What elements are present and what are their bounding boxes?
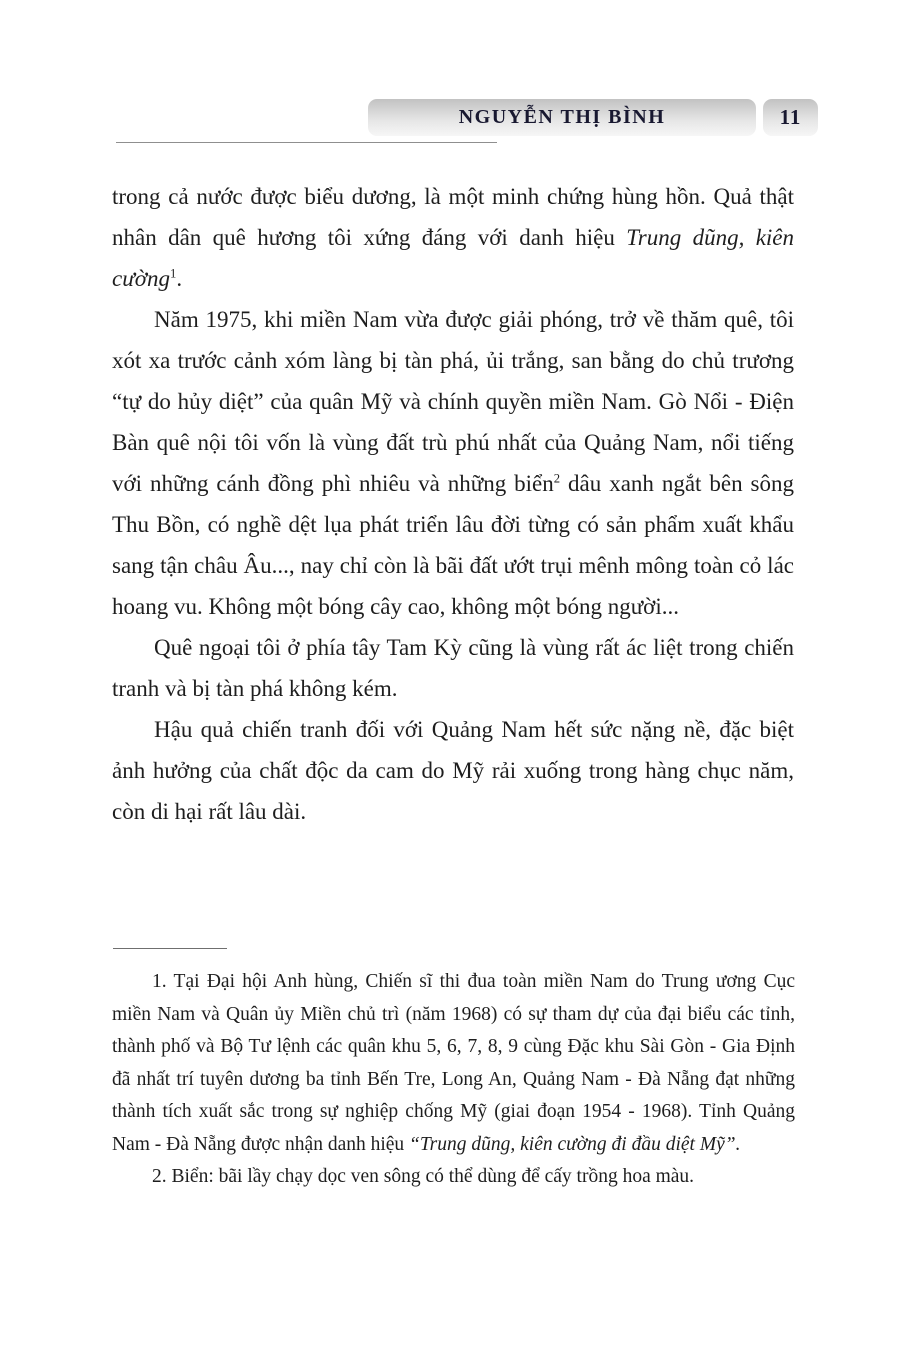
page-header <box>368 99 818 136</box>
body-run: trong cả nước được biểu dương, là một minh chứng hùng hồn. Quả thật nhân dân quê hương tôi xứng đáng với danh hiệu <box>112 184 794 250</box>
footnote <box>112 1161 795 1194</box>
body-run: Quê ngoại tôi ở phía tây Tam Kỳ cũng là vùng rất ác liệt trong chiến tranh và bị tàn phá không kém. <box>112 635 794 701</box>
paragraph <box>112 627 794 709</box>
footnote <box>112 966 795 1161</box>
body-run: Năm 1975, khi miền Nam vừa được giải phóng, trở về thăm quê, tôi xót xa trước cảnh xóm làng bị tàn phá, ủi trắng, san bằng do chủ trương “tự do hủy diệt” của quân Mỹ và chính quyền miền Nam. Gò Nổi - Điện Bàn quê nội tôi vốn là vùng đất trù phú nhất của Quảng Nam, nổi tiếng với những cánh đồng phì nhiêu và những biển <box>112 307 794 496</box>
footnote-marker: 1 <box>170 266 177 281</box>
body-run: Hậu quả chiến tranh đối với Quảng Nam hết sức nặng nề, đặc biệt ảnh hưởng của chất độc da cam do Mỹ rải xuống trong hàng chục năm, còn di hại rất lâu dài. <box>112 717 794 824</box>
body-text <box>112 176 794 832</box>
body-run: dâu xanh ngắt bên sông Thu Bồn, có nghề dệt lụa phát triển lâu đời từng có sản phẩm xuất khẩu sang tận châu Âu..., nay chỉ còn là bãi đất ướt trụi mênh mông toàn cỏ lác hoang vu. Không một bóng cây cao, không một bóng người... <box>112 471 794 619</box>
italic-run: Trung dũng, kiên cường <box>112 225 794 291</box>
footnotes <box>112 966 795 1194</box>
body-run: . <box>176 266 183 291</box>
footnote-run: 2. Biển: bãi lầy chạy dọc ven sông có thể dùng để cấy trồng hoa màu. <box>152 1166 695 1187</box>
author-name: NGUYỄN THỊ BÌNH <box>458 106 666 128</box>
paragraph <box>112 709 794 832</box>
running-head-bar <box>368 99 756 136</box>
footnote-run: 1. Tại Đại hội Anh hùng, Chiến sĩ thi đua toàn miền Nam do Trung ương Cục miền Nam và Quân ủy Miền chủ trì (năm 1968) có sự tham dự của đại biểu các tỉnh, thành phố và Bộ Tư lệnh các quân khu 5, 6, 7, 8, 9 cùng Đặc khu Sài Gòn - Gia Định đã nhất trí tuyên dương ba tỉnh Bến Tre, Long An, Quảng Nam - Đà Nẵng đạt những thành tích xuất sắc trong sự nghiệp chống Mỹ (giai đoạn 1954 - 1968). Tỉnh Quảng Nam - Đà Nẵng được nhận danh hiệu <box>112 971 795 1155</box>
paragraph <box>112 176 794 299</box>
footnote-marker: 2 <box>553 471 561 486</box>
header-rule <box>116 142 497 143</box>
page-number: 11 <box>779 105 802 129</box>
paragraph <box>112 299 794 627</box>
footnote-rule <box>113 948 227 949</box>
italic-run: “Trung dũng, kiên cường đi đầu diệt Mỹ”. <box>409 1133 741 1155</box>
page-number-badge <box>763 99 818 136</box>
